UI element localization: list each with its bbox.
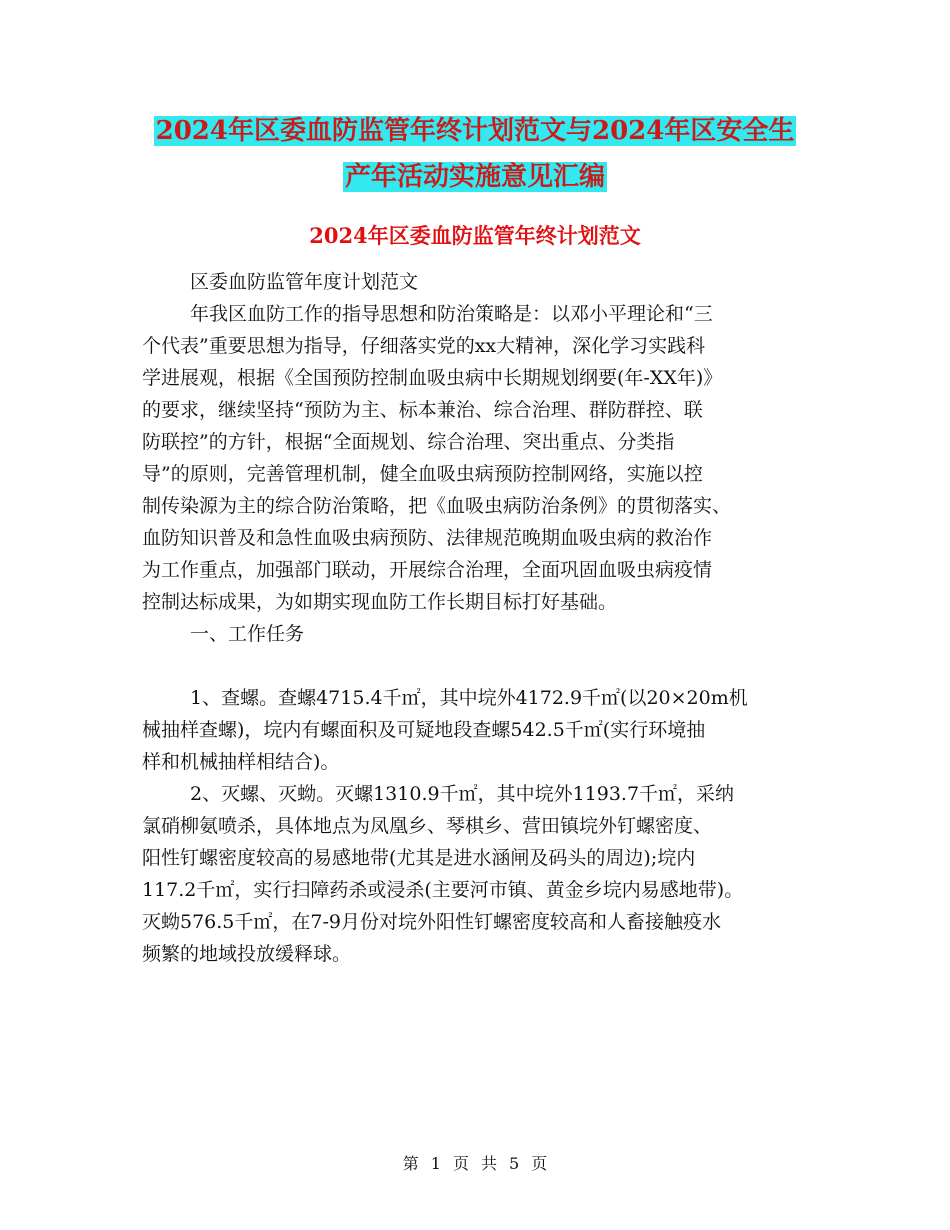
body-line: 一、工作任务 [190, 623, 305, 645]
body-line: 2、灭螺、灭蚴。灭螺1310.9千㎡，其中垸外1193.7千㎡，采纳 [190, 783, 735, 805]
section-title: 2024年区委血防监管年终计划范文 [309, 223, 641, 248]
footer-suffix: 页 [531, 1154, 548, 1173]
body-line: 制传染源为主的综合防治策略，把《血吸虫病防治条例》的贯彻落实、 [142, 495, 732, 517]
body-line: 械抽样查螺)，垸内有螺面积及可疑地段查螺542.5千㎡(实行环境抽 [142, 719, 706, 741]
body-line: 年我区血防工作的指导思想和防治策略是：以邓小平理论和“三 [190, 303, 713, 325]
body-line: 样和机械抽样相结合)。 [142, 751, 340, 773]
body-line: 血防知识普及和急性血吸虫病预防、法律规范晚期血吸虫病的救治作 [142, 527, 713, 549]
footer-page-word: 页 [452, 1154, 469, 1173]
body-line: 阳性钉螺密度较高的易感地带(尤其是进水涵闸及码头的周边);垸内 [142, 847, 696, 869]
footer-page-number: 1 [430, 1154, 441, 1173]
footer-prefix: 第 [402, 1154, 419, 1173]
body-line: 1、查螺。查螺4715.4千㎡，其中垸外4172.9千㎡(以20×20m机 [190, 687, 748, 709]
body-line: 控制达标成果，为如期实现血防工作长期目标打好基础。 [142, 591, 618, 613]
document-title [0, 108, 950, 200]
body-line: 117.2千㎡，实行扫障药杀或浸杀(主要河市镇、黄金乡垸内易感地带)。 [142, 879, 744, 901]
footer-total-word: 共 [481, 1154, 498, 1173]
body-line: 区委血防监管年度计划范文 [190, 271, 419, 293]
body-line: 个代表”重要思想为指导，仔细落实党的xx大精神，深化学习实践科 [142, 335, 706, 357]
body-line: 频繁的地域投放缓释球。 [142, 943, 352, 965]
footer-total-pages: 5 [509, 1154, 520, 1173]
body-line: 氯硝柳氨喷杀，具体地点为凤凰乡、琴棋乡、营田镇垸外钉螺密度、 [142, 815, 713, 837]
body-line: 导”的原则，完善管理机制，健全血吸虫病预防控制网络，实施以控 [142, 463, 703, 485]
title-line-2: 产年活动实施意见汇编 [344, 162, 605, 192]
body-line: 灭蚴576.5千㎡，在7-9月份对垸外阳性钉螺密度较高和人畜接触疫水 [142, 911, 721, 933]
body-line: 为工作重点，加强部门联动，开展综合治理，全面巩固血吸虫病疫情 [142, 559, 713, 581]
title-line-1: 2024年区委血防监管年终计划范文与2024年区安全生 [155, 116, 795, 146]
body-line: 学进展观，根据《全国预防控制血吸虫病中长期规划纲要(年-XX年)》 [142, 367, 723, 389]
page-footer [0, 1152, 950, 1176]
body-line: 防联控”的方针，根据“全面规划、综合治理、突出重点、分类指 [142, 431, 675, 453]
body-line: 的要求，继续坚持“预防为主、标本兼治、综合治理、群防群控、联 [142, 399, 703, 421]
